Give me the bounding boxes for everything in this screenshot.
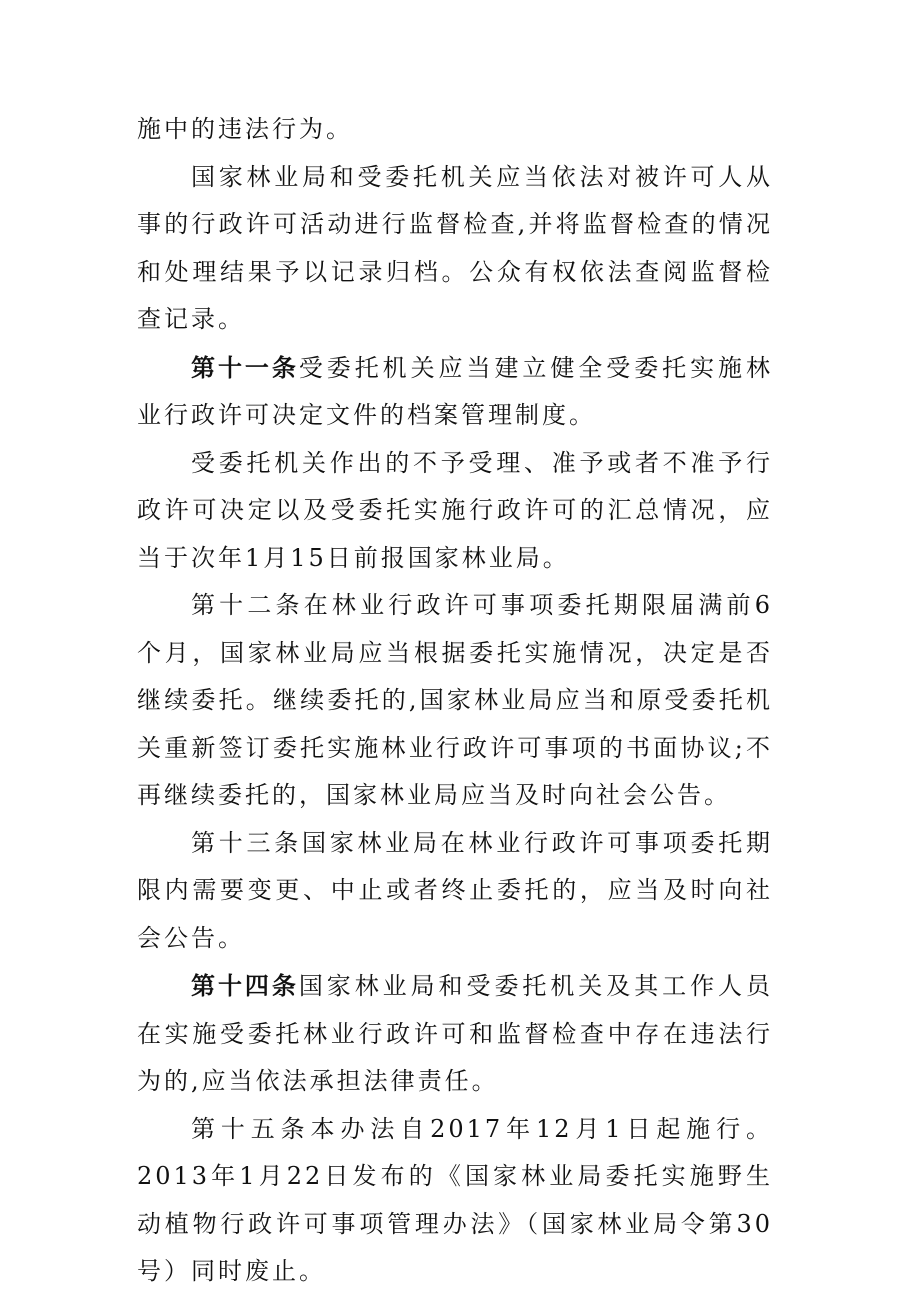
- paragraph-reporting: [137, 440, 773, 583]
- paragraph-text: 施中的违法行为。: [137, 115, 353, 143]
- paragraph-continuation: [137, 106, 773, 154]
- paragraph-text: 受委托机关作出的不予受理、准予或者不准予行政许可决定以及受委托实施行政许可的汇总情况，应当于次年1月15日前报国家林业局。: [137, 448, 773, 572]
- paragraph-text: 国家林业局和受委托机关及其工作人员在实施受委托林业行政许可和监督检查中存在违法行为的,应当依法承担法律责任。: [137, 972, 774, 1095]
- document-body: [137, 106, 773, 1296]
- paragraph-text: 受委托机关应当建立健全受委托实施林业行政许可决定文件的档案管理制度。: [137, 353, 774, 429]
- paragraph-text: 国家林业局和受委托机关应当依法对被许可人从事的行政许可活动进行监督检查,并将监督检查的情况和处理结果予以记录归档。公众有权依法查阅监督检查记录。: [137, 162, 773, 333]
- article-heading: 第十一条: [191, 352, 299, 382]
- paragraph-text: 第十二条在林业行政许可事项委托期限届满前6个月，国家林业局应当根据委托实施情况，决定是否继续委托。继续委托的,国家林业局应当和原受委托机关重新签订委托实施林业行政许可事项的书面协议;不再继续委托的，国家林业局应当及时向社会公告。: [137, 591, 773, 809]
- article-11: [137, 344, 773, 440]
- article-heading: 第十四条: [191, 971, 299, 1000]
- paragraph-supervision: [137, 154, 773, 344]
- article-13: [137, 820, 773, 963]
- article-15: [137, 1106, 773, 1296]
- article-14: [137, 962, 773, 1106]
- paragraph-text: 第十五条本办法自2017年12月1日起施行。2013年1月22日发布的《国家林业局委托实施野生动植物行政许可事项管理办法》（国家林业局令第30号）同时废止。: [137, 1114, 773, 1285]
- article-12: [137, 582, 773, 820]
- paragraph-text: 第十三条国家林业局在林业行政许可事项委托期限内需要变更、中止或者终止委托的，应当及时向社会公告。: [137, 828, 773, 952]
